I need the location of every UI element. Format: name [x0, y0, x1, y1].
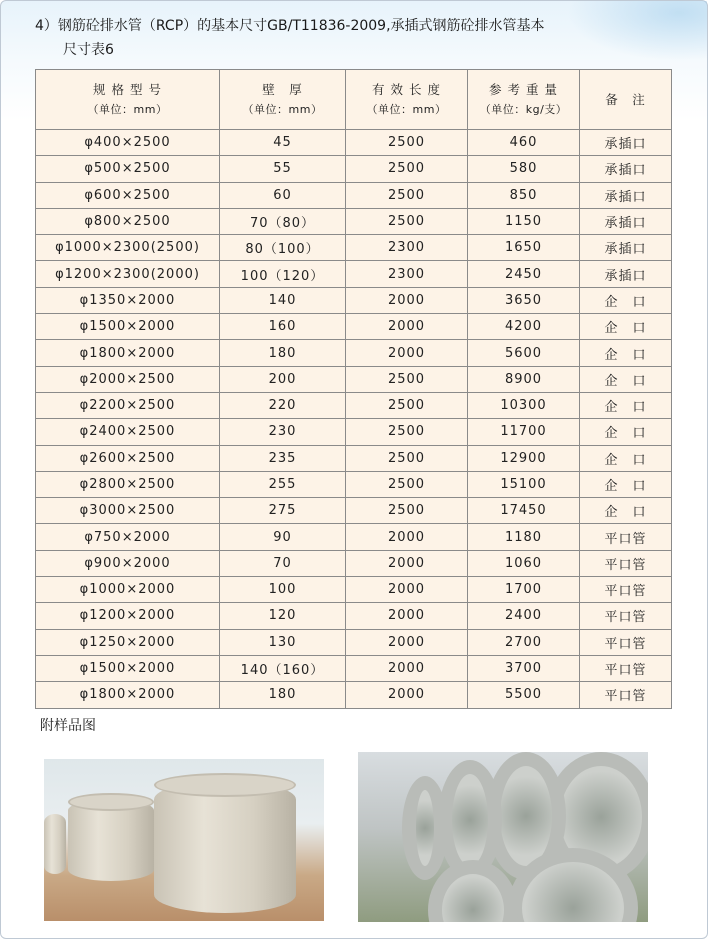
cell-wall-thickness: 45: [220, 130, 346, 156]
header-wall-unit: （单位：mm）: [242, 102, 323, 116]
cell-spec: φ2000×2500: [36, 366, 220, 392]
cell-spec: φ800×2500: [36, 208, 220, 234]
cell-effective-length: 2000: [346, 550, 468, 576]
cell-remark: 企 口: [580, 314, 672, 340]
pipe-ring-4: [402, 776, 448, 880]
table-row: [36, 340, 672, 366]
table-row: [36, 287, 672, 313]
cell-wall-thickness: 70: [220, 550, 346, 576]
cell-weight: 850: [468, 182, 580, 208]
cell-effective-length: 2500: [346, 130, 468, 156]
cell-remark: 企 口: [580, 498, 672, 524]
table-row: [36, 366, 672, 392]
cell-weight: 1650: [468, 235, 580, 261]
table-row: [36, 524, 672, 550]
cell-wall-thickness: 140: [220, 287, 346, 313]
standing-pipe-large-top: [154, 773, 296, 797]
header-remark: [580, 70, 672, 130]
table-body: [36, 130, 672, 709]
cell-weight: 3650: [468, 287, 580, 313]
cell-effective-length: 2300: [346, 235, 468, 261]
table-row: [36, 235, 672, 261]
cell-remark: 企 口: [580, 471, 672, 497]
cell-spec: φ750×2000: [36, 524, 220, 550]
cell-effective-length: 2000: [346, 524, 468, 550]
cell-remark: 承插口: [580, 208, 672, 234]
cell-spec: φ1000×2000: [36, 577, 220, 603]
table-row: [36, 392, 672, 418]
header-spec-unit: （单位：mm）: [87, 102, 168, 116]
spec-table: [35, 69, 672, 709]
cell-effective-length: 2500: [346, 498, 468, 524]
cell-wall-thickness: 180: [220, 340, 346, 366]
cell-effective-length: 2000: [346, 577, 468, 603]
cell-spec: φ1500×2000: [36, 314, 220, 340]
cell-wall-thickness: 275: [220, 498, 346, 524]
table-row: [36, 314, 672, 340]
cell-remark: 承插口: [580, 182, 672, 208]
table-row: [36, 577, 672, 603]
cell-remark: 企 口: [580, 366, 672, 392]
header-spec: [36, 70, 220, 130]
sample-photo-stacked-pipes: [358, 752, 648, 922]
cell-weight: 1060: [468, 550, 580, 576]
cell-wall-thickness: 60: [220, 182, 346, 208]
standing-pipe-small-top: [68, 793, 154, 811]
sample-photo-standing-pipes: [44, 759, 324, 921]
table-row: [36, 682, 672, 708]
cell-wall-thickness: 180: [220, 682, 346, 708]
cell-effective-length: 2000: [346, 287, 468, 313]
table-row: [36, 550, 672, 576]
header-spec-title: 规 格 型 号: [93, 81, 162, 97]
table-row: [36, 629, 672, 655]
standing-pipe-large: [154, 781, 296, 913]
standing-pipe-edge: [44, 814, 66, 874]
table-row: [36, 156, 672, 182]
cell-wall-thickness: 255: [220, 471, 346, 497]
cell-spec: φ2200×2500: [36, 392, 220, 418]
cell-weight: 2700: [468, 629, 580, 655]
cell-wall-thickness: 120: [220, 603, 346, 629]
cell-wall-thickness: 55: [220, 156, 346, 182]
cell-weight: 17450: [468, 498, 580, 524]
sample-images-label: 附样品图: [40, 718, 96, 734]
cell-remark: 平口管: [580, 629, 672, 655]
header-length-title: 有 效 长 度: [372, 81, 441, 97]
cell-effective-length: 2000: [346, 629, 468, 655]
table-row: [36, 182, 672, 208]
table-row: [36, 471, 672, 497]
cell-remark: 企 口: [580, 445, 672, 471]
cell-remark: 企 口: [580, 419, 672, 445]
cell-effective-length: 2500: [346, 471, 468, 497]
cell-remark: 承插口: [580, 130, 672, 156]
cell-remark: 承插口: [580, 235, 672, 261]
cell-wall-thickness: 100: [220, 577, 346, 603]
cell-spec: φ1800×2000: [36, 340, 220, 366]
cell-weight: 8900: [468, 366, 580, 392]
cell-spec: φ2400×2500: [36, 419, 220, 445]
cell-weight: 2450: [468, 261, 580, 287]
cell-weight: 12900: [468, 445, 580, 471]
table-row: [36, 130, 672, 156]
cell-weight: 5500: [468, 682, 580, 708]
cell-spec: φ1000×2300(2500): [36, 235, 220, 261]
cell-effective-length: 2000: [346, 655, 468, 681]
cell-wall-thickness: 100（120）: [220, 261, 346, 287]
cell-spec: φ400×2500: [36, 130, 220, 156]
cell-weight: 15100: [468, 471, 580, 497]
cell-spec: φ500×2500: [36, 156, 220, 182]
cell-remark: 承插口: [580, 261, 672, 287]
cell-spec: φ900×2000: [36, 550, 220, 576]
cell-wall-thickness: 70（80）: [220, 208, 346, 234]
cell-remark: 平口管: [580, 603, 672, 629]
cell-remark: 企 口: [580, 287, 672, 313]
cell-spec: φ2800×2500: [36, 471, 220, 497]
cell-weight: 11700: [468, 419, 580, 445]
header-weight-title: 参 考 重 量: [489, 81, 558, 97]
cell-effective-length: 2000: [346, 682, 468, 708]
table-row: [36, 208, 672, 234]
cell-effective-length: 2500: [346, 182, 468, 208]
cell-spec: φ1200×2000: [36, 603, 220, 629]
cell-remark: 企 口: [580, 392, 672, 418]
cell-effective-length: 2000: [346, 603, 468, 629]
cell-remark: 平口管: [580, 524, 672, 550]
cell-weight: 580: [468, 156, 580, 182]
section-heading: [35, 14, 685, 62]
cell-weight: 3700: [468, 655, 580, 681]
cell-wall-thickness: 220: [220, 392, 346, 418]
cell-wall-thickness: 230: [220, 419, 346, 445]
cell-remark: 承插口: [580, 156, 672, 182]
cell-effective-length: 2500: [346, 419, 468, 445]
cell-wall-thickness: 90: [220, 524, 346, 550]
cell-effective-length: 2500: [346, 392, 468, 418]
heading-line-1: 4）钢筋砼排水管（RCP）的基本尺寸GB/T11836-2009,承插式钢筋砼排水管基本: [35, 18, 545, 34]
cell-spec: φ3000×2500: [36, 498, 220, 524]
table-row: [36, 603, 672, 629]
cell-effective-length: 2000: [346, 314, 468, 340]
cell-weight: 2400: [468, 603, 580, 629]
table-row: [36, 445, 672, 471]
cell-remark: 平口管: [580, 682, 672, 708]
cell-weight: 10300: [468, 392, 580, 418]
table-row: [36, 419, 672, 445]
cell-effective-length: 2500: [346, 366, 468, 392]
cell-weight: 1150: [468, 208, 580, 234]
cell-wall-thickness: 80（100）: [220, 235, 346, 261]
cell-effective-length: 2500: [346, 156, 468, 182]
heading-line-2: 尺寸表6: [63, 42, 114, 58]
table-row: [36, 655, 672, 681]
header-length-unit: （单位：mm）: [366, 102, 447, 116]
cell-wall-thickness: 235: [220, 445, 346, 471]
header-length: [346, 70, 468, 130]
table-row: [36, 261, 672, 287]
cell-wall-thickness: 140（160）: [220, 655, 346, 681]
cell-weight: 4200: [468, 314, 580, 340]
cell-wall-thickness: 200: [220, 366, 346, 392]
header-wall: [220, 70, 346, 130]
table-row: [36, 498, 672, 524]
table-header-row: [36, 70, 672, 130]
cell-effective-length: 2500: [346, 208, 468, 234]
cell-weight: 460: [468, 130, 580, 156]
cell-remark: 企 口: [580, 340, 672, 366]
cell-weight: 1700: [468, 577, 580, 603]
cell-spec: φ1500×2000: [36, 655, 220, 681]
cell-spec: φ1250×2000: [36, 629, 220, 655]
cell-weight: 1180: [468, 524, 580, 550]
cell-spec: φ1200×2300(2000): [36, 261, 220, 287]
header-weight: [468, 70, 580, 130]
cell-remark: 平口管: [580, 655, 672, 681]
cell-effective-length: 2500: [346, 445, 468, 471]
cell-spec: φ1350×2000: [36, 287, 220, 313]
cell-remark: 平口管: [580, 550, 672, 576]
cell-wall-thickness: 160: [220, 314, 346, 340]
cell-effective-length: 2300: [346, 261, 468, 287]
standing-pipe-small: [68, 799, 154, 881]
cell-effective-length: 2000: [346, 340, 468, 366]
cell-weight: 5600: [468, 340, 580, 366]
cell-spec: φ1800×2000: [36, 682, 220, 708]
header-wall-title: 壁 厚: [262, 81, 303, 97]
cell-remark: 平口管: [580, 577, 672, 603]
cell-spec: φ600×2500: [36, 182, 220, 208]
cell-wall-thickness: 130: [220, 629, 346, 655]
header-remark-title: 备 注: [605, 91, 646, 107]
header-weight-unit: （单位：kg/支）: [479, 102, 568, 116]
cell-spec: φ2600×2500: [36, 445, 220, 471]
